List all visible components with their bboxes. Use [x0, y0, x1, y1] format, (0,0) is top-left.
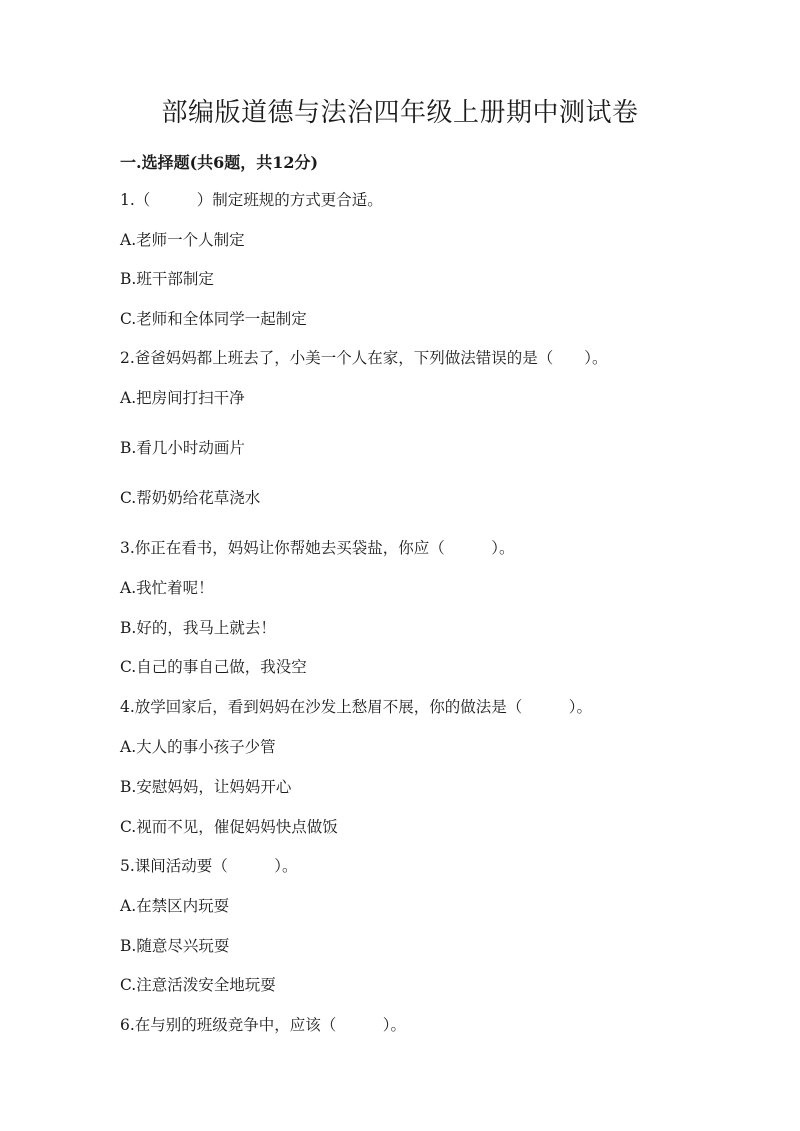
- question-3-stem: 3.你正在看书，妈妈让你帮她去买袋盐，你应（ ）。: [120, 539, 515, 557]
- question-5-option-a[interactable]: A.在禁区内玩耍: [120, 897, 230, 915]
- question-4-option-a[interactable]: A.大人的事小孩子少管: [120, 738, 276, 756]
- question-1-option-b[interactable]: B.班干部制定: [120, 270, 214, 288]
- question-1-option-c[interactable]: C.老师和全体同学一起制定: [120, 310, 307, 328]
- exam-title: 部编版道德与法治四年级上册期中测试卷: [161, 98, 639, 128]
- question-4-stem: 4.放学回家后，看到妈妈在沙发上愁眉不展，你的做法是（ ）。: [120, 698, 593, 716]
- question-1-option-a[interactable]: A.老师一个人制定: [120, 231, 245, 249]
- question-6-stem: 6.在与别的班级竞争中，应该（ ）。: [120, 1016, 407, 1034]
- question-2-option-b[interactable]: B.看几小时动画片: [120, 439, 245, 457]
- question-3-option-a[interactable]: A.我忙着呢！: [120, 579, 214, 597]
- question-2-option-c[interactable]: C.帮奶奶给花草浇水: [120, 489, 261, 507]
- question-5-stem: 5.课间活动要（ ）。: [120, 857, 298, 875]
- question-2-stem: 2.爸爸妈妈都上班去了，小美一个人在家，下列做法错误的是（ ）。: [120, 349, 608, 367]
- question-5-option-c[interactable]: C.注意活泼安全地玩耍: [120, 976, 276, 994]
- question-2-option-a[interactable]: A.把房间打扫干净: [120, 389, 245, 407]
- question-3-option-c[interactable]: C.自己的事自己做，我没空: [120, 658, 307, 676]
- question-4-option-b[interactable]: B.安慰妈妈，让妈妈开心: [120, 778, 292, 796]
- question-1-stem: 1.（ ）制定班规的方式更合适。: [120, 191, 383, 209]
- question-4-option-c[interactable]: C.视而不见，催促妈妈快点做饭: [120, 818, 338, 836]
- question-3-option-b[interactable]: B.好的，我马上就去！: [120, 619, 276, 637]
- section-heading: 一.选择题(共6题，共12分): [120, 153, 319, 172]
- question-5-option-b[interactable]: B.随意尽兴玩耍: [120, 937, 230, 955]
